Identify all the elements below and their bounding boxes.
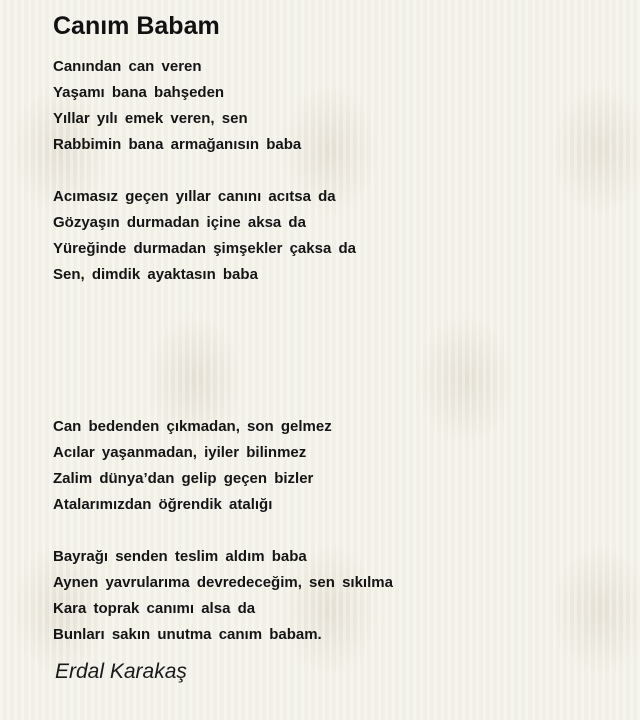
stanza-4 (53, 544, 393, 648)
verse-line: Can bedenden çıkmadan, son gelmez (53, 418, 332, 435)
verse-line: Acımasız geçen yıllar canını acıtsa da (53, 188, 336, 205)
verse-line: Aynen yavrularıma devredeceğim, sen sıkılma (53, 574, 393, 591)
poem-author: Erdal Karakaş (55, 660, 187, 683)
stanza-2 (53, 184, 356, 288)
verse-line: Atalarımızdan öğrendik atalığı (53, 496, 273, 513)
verse-line: Acılar yaşanmadan, iyiler bilinmez (53, 444, 307, 461)
stanza-3 (53, 414, 332, 518)
verse-line: Kara toprak canımı alsa da (53, 600, 256, 617)
verse-line: Canından can veren (53, 58, 202, 75)
verse-line: Gözyaşın durmadan içine aksa da (53, 214, 306, 231)
verse-line: Sen, dimdik ayaktasın baba (53, 266, 258, 283)
verse-line: Bayrağı senden teslim aldım baba (53, 548, 307, 565)
verse-line: Bunları sakın unutma canım babam. (53, 626, 322, 643)
verse-line: Rabbimin bana armağanısın baba (53, 136, 302, 153)
verse-line: Yıllar yılı emek veren, sen (53, 110, 248, 127)
poem-title: Canım Babam (53, 12, 220, 40)
verse-line: Yüreğinde durmadan şimşekler çaksa da (53, 240, 356, 257)
verse-line: Zalim dünya’dan gelip geçen bizler (53, 470, 314, 487)
stanza-1 (53, 54, 301, 158)
verse-line: Yaşamı bana bahşeden (53, 84, 225, 101)
